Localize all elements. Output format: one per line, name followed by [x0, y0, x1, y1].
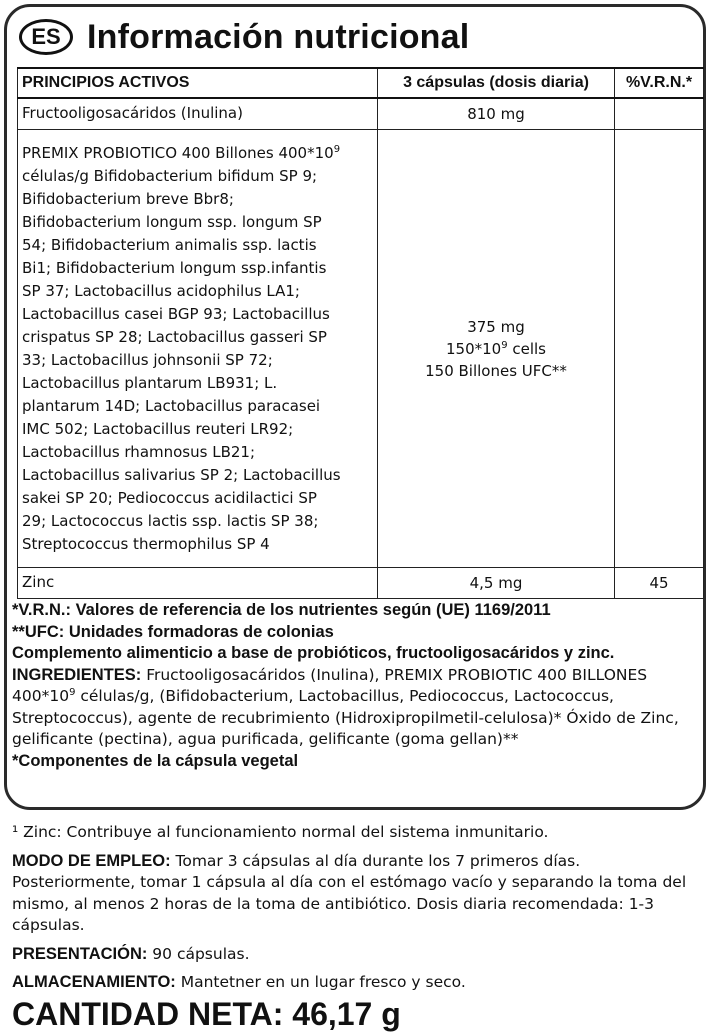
net-quantity: CANTIDAD NETA: 46,17 g	[12, 996, 401, 1032]
usage-label: MODO DE EMPLEO:	[12, 851, 171, 870]
zinc-claim: ¹ Zinc: Contribuye al funcionamiento normal del sistema inmunitario.	[12, 823, 549, 841]
nutrition-table	[17, 67, 704, 599]
panel-header	[19, 11, 469, 63]
ufc-footnote: **UFC: Unidades formadoras de colonias	[12, 622, 334, 641]
presentation-label: PRESENTACIÓN:	[12, 944, 148, 963]
label-footer	[12, 822, 708, 1001]
complement-statement: Complemento alimenticio a base de probióticos, fructooligosacáridos y zinc.	[12, 644, 615, 662]
table-row	[18, 130, 704, 568]
table-row	[18, 98, 704, 130]
vrn-footnote: *V.R.N.: Valores de referencia de los nutrientes según (UE) 1169/2011	[12, 601, 551, 619]
usage-instructions: MODO DE EMPLEO: Tomar 3 cápsulas al día durante los 7 primeros días. Posteriormente, tomar 1 cápsula al día con el estómago vacío y separando la toma del mismo, al menos 2 horas de la toma de antibiótico. Dosis diaria recomendada: 1-3 cápsulas.	[12, 851, 687, 934]
row-vrn	[615, 98, 704, 130]
presentation-info: PRESENTACIÓN: 90 cápsulas.	[12, 944, 250, 963]
capsule-footnote: *Componentes de la cápsula vegetal	[12, 751, 299, 770]
ingredients-label: INGREDIENTES:	[12, 665, 142, 684]
row-name: Fructooligosacáridos (Inulina)	[18, 98, 378, 130]
column-header-dose: 3 cápsulas (dosis diaria)	[378, 68, 615, 98]
table-row	[18, 568, 704, 599]
row-amount: 375 mg $150*10^9$ cells 150 Billones UFC**	[378, 130, 615, 568]
row-vrn	[615, 130, 704, 568]
column-header-active: PRINCIPIOS ACTIVOS	[18, 68, 378, 98]
row-amount: 4,5 mg	[378, 568, 615, 599]
row-name: Zinc	[18, 568, 378, 599]
table-header-row	[18, 68, 704, 98]
ingredients-text: INGREDIENTES: Fructooligosacáridos (Inulina), PREMIX PROBIOTIC 400 BILLONES $400*10^9$ células/g, (Bifidobacterium, Lactobacillus, Pediococcus, Lactococcus, Streptococcus), agente de recubrimiento (Hidroxipropilmetil-celulosa)* Óxido de Zinc, gelificante (pectina), agua purificada, gelificante (goma gellan)**	[12, 665, 679, 748]
table-notes	[12, 600, 696, 772]
column-header-vrn: %V.R.N.*	[615, 68, 704, 98]
language-badge: ES	[19, 19, 73, 55]
storage-label: ALMACENAMIENTO:	[12, 973, 176, 991]
row-name: PREMIX PROBIOTICO 400 Billones $400*10^9$ células/g Bifidobacterium bifidum SP 9; Bifidobacterium breve Bbr8; Bifidobacterium longum ssp. longum SP 54; Bifidobacterium animalis ssp. lactis Bi1; Bifidobacterium longum ssp.infantis SP 37; Lactobacillus acidophilus LA1; Lactobacillus casei BGP 93; Lactobacillus crispatus SP 28; Lactobacillus gasseri SP 33; Lactobacillus johnsonii SP 72; Lactobacillus plantarum LB931; L. plantarum 14D; Lactobacillus paracasei IMC 502; Lactobacillus reuteri LR92; Lactobacillus rhamnosus LB21; Lactobacillus salivarius SP 2; Lactobacillus sakei SP 20; Pediococcus acidilactici SP 29; Lactococcus lactis ssp. lactis SP 38; Streptococcus thermophilus SP 4	[18, 130, 378, 568]
row-amount: 810 mg	[378, 98, 615, 130]
panel-title: Información nutricional	[87, 17, 470, 56]
row-vrn: 45	[615, 568, 704, 599]
storage-info: ALMACENAMIENTO: Mantetner en un lugar fresco y seco.	[12, 973, 466, 991]
